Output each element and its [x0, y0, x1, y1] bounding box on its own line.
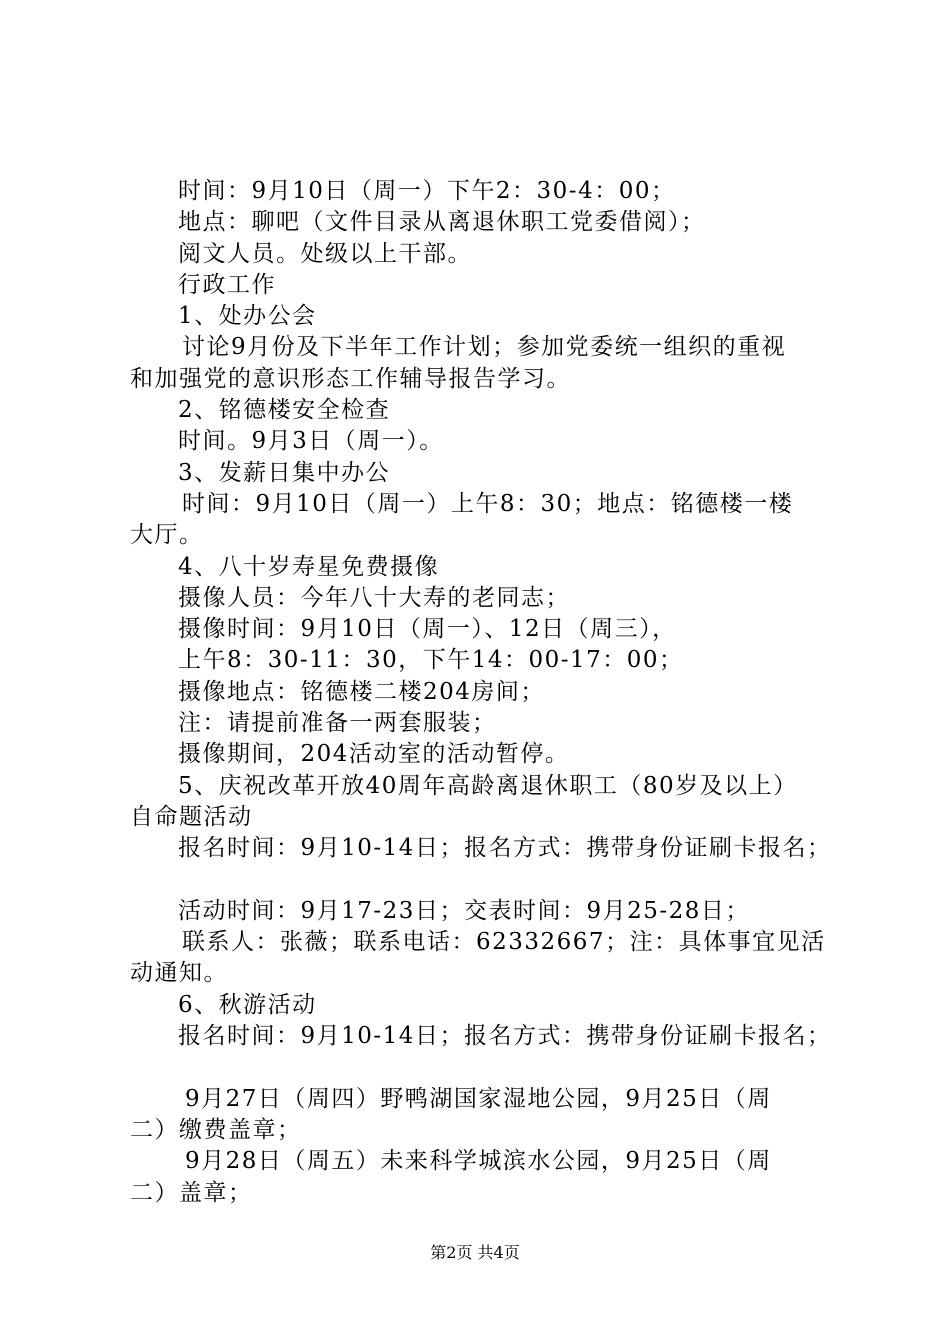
readers-line: 阅文人员。处级以上干部。	[178, 240, 472, 267]
item-4-people: 摄像人员：今年八十大寿的老同志；	[178, 584, 570, 611]
document-body	[130, 176, 845, 1209]
item-6-trip-1-cont: 二）缴费盖章；	[130, 1116, 302, 1143]
meeting-location-line: 地点：聊吧（文件目录从离退休职工党委借阅）；	[178, 209, 706, 236]
item-2-time: 时间。9月3日（周一）。	[178, 428, 444, 455]
item-4-location: 摄像地点：铭德楼二楼204房间；	[178, 678, 545, 705]
item-5-contact: 联系人：张薇；联系电话：62332667；注：具体事宜见活	[182, 929, 826, 956]
item-1-text: 讨论9月份及下半年工作计划；参加党委统一组织的重视	[182, 334, 787, 361]
item-4-note: 注：请提前准备一两套服装；	[178, 710, 497, 737]
section-heading-admin: 行政工作	[178, 271, 276, 298]
item-4-pause: 摄像期间，204活动室的活动暂停。	[178, 741, 570, 768]
page-footer: 第2页 共4页	[430, 1243, 520, 1262]
item-1-text-cont: 和加强党的意识形态工作辅导报告学习。	[130, 365, 571, 392]
item-6-trip-2: 9月28日（周五）未来科学城滨水公园，9月25日（周	[185, 1148, 772, 1175]
item-5-schedule: 活动时间：9月17-23日；交表时间：9月25-28日；	[178, 897, 750, 924]
blank-line	[130, 1052, 845, 1083]
item-3-text: 时间：9月10日（周一）上午8：30；地点：铭德楼一楼	[182, 490, 794, 517]
meeting-time-line: 时间：9月10日（周一）下午2：30-4：00；	[178, 178, 676, 204]
item-5-heading-cont: 自命题活动	[130, 803, 253, 830]
item-3-text-cont: 大厅。	[130, 522, 204, 549]
item-6-trip-1: 9月27日（周四）野鸭湖国家湿地公园，9月25日（周	[185, 1085, 772, 1112]
item-4-hours: 上午8：30-11：30，下午14：00-17：00；	[178, 647, 684, 674]
item-5-contact-cont: 动通知。	[130, 960, 228, 987]
item-6-trip-2-cont: 二）盖章；	[130, 1179, 253, 1206]
item-1-heading: 1、处办公会	[178, 303, 317, 330]
item-4-heading: 4、八十岁寿星免费摄像	[178, 553, 440, 580]
blank-line	[130, 865, 845, 896]
item-6-heading: 6、秋游活动	[178, 991, 317, 1018]
item-5-heading: 5、庆祝改革开放40周年高龄离退休职工（80岁及以上）	[178, 772, 798, 799]
item-6-registration: 报名时间：9月10-14日；报名方式：携带身份证刷卡报名；	[178, 1023, 832, 1050]
item-3-heading: 3、发薪日集中办公	[178, 459, 391, 486]
item-4-time: 摄像时间：9月10日（周一）、12日（周三），	[178, 616, 677, 643]
item-2-heading: 2、铭德楼安全检查	[178, 397, 391, 424]
item-5-registration: 报名时间：9月10-14日；报名方式：携带身份证刷卡报名；	[178, 835, 832, 862]
